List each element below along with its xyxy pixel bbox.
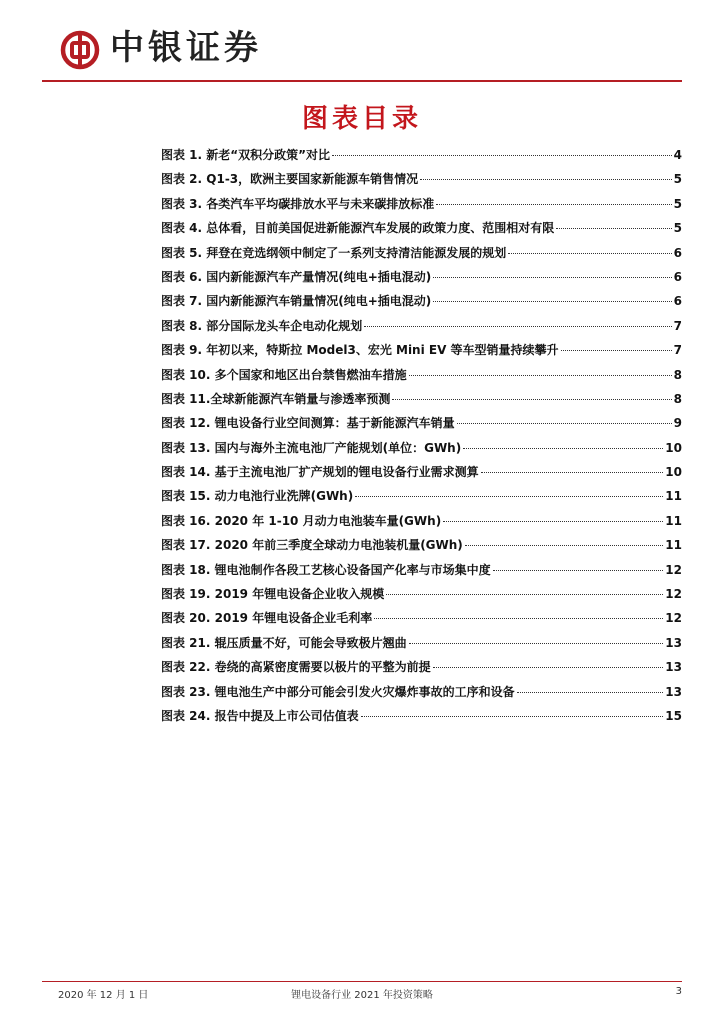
toc-dot-leader [443,521,663,522]
toc-entry-page: 13 [665,684,682,699]
toc-dot-leader [463,448,663,449]
toc-entry[interactable] [161,707,682,731]
toc-entry-label: 图表 23. 锂电池生产中部分可能会引发火灾爆炸事故的工序和设备 [161,684,515,699]
toc-entry[interactable] [161,146,682,170]
toc-dot-leader [409,643,664,644]
toc-dot-leader [364,326,671,327]
toc-entry[interactable] [161,634,682,658]
toc-entry-label: 图表 16. 2020 年 1-10 月动力电池装车量(GWh) [161,513,442,528]
toc-entry-page: 13 [665,635,682,650]
page-header [42,22,682,82]
table-of-figures [161,146,682,731]
toc-entry-label: 图表 4. 总体看，目前美国促进新能源汽车发展的政策力度、范围相对有限 [161,221,555,236]
toc-dot-leader [457,423,672,424]
toc-entry-page: 7 [673,318,682,333]
footer-date: 2020 年 12 月 1 日 [58,990,149,1001]
brand-name: 中银证券 [110,28,262,68]
toc-dot-leader [355,496,663,497]
toc-dot-leader [508,253,671,254]
toc-entry-page: 12 [665,587,682,602]
toc-dot-leader [409,375,672,376]
toc-dot-leader [436,204,671,205]
toc-entry-label: 图表 5. 拜登在竞选纲领中制定了一系列支持清洁能源发展的规划 [161,245,507,260]
toc-entry[interactable] [161,414,682,438]
toc-entry-page: 11 [665,513,682,528]
footer-divider [42,981,682,982]
toc-entry[interactable] [161,317,682,341]
toc-entry-page: 4 [673,148,682,162]
toc-entry-label: 图表 6. 国内新能源汽车产量情况(纯电+插电混动) [161,269,432,284]
toc-entry-page: 10 [665,440,682,455]
toc-entry-page: 5 [673,196,682,211]
toc-entry-page: 8 [673,367,682,382]
toc-entry-page: 7 [673,343,682,358]
toc-entry-page: 8 [673,391,682,406]
toc-entry[interactable] [161,170,682,194]
toc-entry-label: 图表 10. 多个国家和地区出台禁售燃油车措施 [161,367,407,382]
footer-report-title: 锂电设备行业 2021 年投资策略 [291,990,433,1001]
toc-entry[interactable] [161,244,682,268]
toc-entry-label: 图表 22. 卷绕的高紧密度需要以极片的平整为前提 [161,660,431,675]
toc-entry[interactable] [161,512,682,536]
toc-entry-label: 图表 24. 报告中提及上市公司估值表 [161,708,359,723]
toc-dot-leader [556,228,671,229]
toc-title: 图表目录 [301,104,422,134]
toc-entry[interactable] [161,536,682,560]
toc-dot-leader [420,179,671,180]
toc-dot-leader [332,155,672,156]
footer-page-number: 3 [675,986,682,997]
toc-entry-page: 5 [673,221,682,236]
toc-entry-page: 11 [665,538,682,553]
toc-dot-leader [561,350,672,351]
toc-entry[interactable] [161,390,682,414]
toc-entry-label: 图表 11.全球新能源汽车销量与渗透率预测 [161,391,391,406]
toc-entry-page: 12 [665,611,682,626]
toc-dot-leader [361,716,664,717]
toc-entry[interactable] [161,585,682,609]
toc-entry-label: 图表 1. 新老“双积分政策”对比 [161,148,331,162]
toc-dot-leader [433,301,671,302]
toc-entry-page: 6 [673,269,682,284]
toc-entry-page: 15 [665,708,682,723]
toc-entry-label: 图表 7. 国内新能源汽车销量情况(纯电+插电混动) [161,294,432,309]
toc-entry-page: 13 [665,660,682,675]
toc-dot-leader [433,277,671,278]
toc-entry[interactable] [161,463,682,487]
toc-entry[interactable] [161,658,682,682]
toc-dot-leader [517,692,664,693]
toc-entry-label: 图表 21. 辊压质量不好，可能会导致极片翘曲 [161,635,407,650]
toc-dot-leader [433,667,664,668]
toc-entry[interactable] [161,683,682,707]
toc-dot-leader [374,618,663,619]
toc-entry-label: 图表 12. 锂电设备行业空间测算：基于新能源汽车销量 [161,416,455,431]
toc-entry[interactable] [161,292,682,316]
toc-dot-leader [465,545,664,546]
toc-dot-leader [481,472,664,473]
toc-entry-label: 图表 13. 国内与海外主流电池厂产能规划(单位：GWh) [161,440,462,455]
toc-entry[interactable] [161,487,682,511]
toc-entry-page: 6 [673,294,682,309]
toc-entry-label: 图表 18. 锂电池制作各段工艺核心设备国产化率与市场集中度 [161,562,491,577]
toc-entry[interactable] [161,439,682,463]
toc-entry[interactable] [161,366,682,390]
toc-entry-page: 10 [665,465,682,480]
toc-entry-label: 图表 15. 动力电池行业洗牌(GWh) [161,489,354,504]
toc-entry-label: 图表 3. 各类汽车平均碳排放水平与未来碳排放标准 [161,196,435,211]
toc-entry-label: 图表 9. 年初以来，特斯拉 Model3、宏光 Mini EV 等车型销量持续攀升 [161,343,559,358]
toc-entry-label: 图表 8. 部分国际龙头车企电动化规划 [161,318,363,333]
toc-entry-page: 11 [665,489,682,504]
toc-dot-leader [493,570,664,571]
toc-entry-label: 图表 17. 2020 年前三季度全球动力电池装机量(GWh) [161,538,463,553]
header-divider [42,80,682,82]
toc-entry-page: 12 [665,562,682,577]
bank-of-china-logo-icon [60,30,100,70]
toc-entry-page: 9 [673,416,682,431]
toc-entry-label: 图表 2. Q1-3，欧洲主要国家新能源车销售情况 [161,172,419,187]
toc-entry[interactable] [161,341,682,365]
toc-entry-label: 图表 20. 2019 年锂电设备企业毛利率 [161,611,373,626]
toc-entry[interactable] [161,219,682,243]
toc-entry-page: 6 [673,245,682,260]
toc-dot-leader [386,594,663,595]
toc-entry[interactable] [161,561,682,585]
toc-entry-label: 图表 19. 2019 年锂电设备企业收入规模 [161,587,385,602]
toc-entry-label: 图表 14. 基于主流电池厂扩产规划的锂电设备行业需求测算 [161,465,479,480]
toc-entry[interactable] [161,609,682,633]
toc-dot-leader [392,399,671,400]
toc-entry-page: 5 [673,172,682,187]
toc-entry[interactable] [161,195,682,219]
toc-entry[interactable] [161,268,682,292]
